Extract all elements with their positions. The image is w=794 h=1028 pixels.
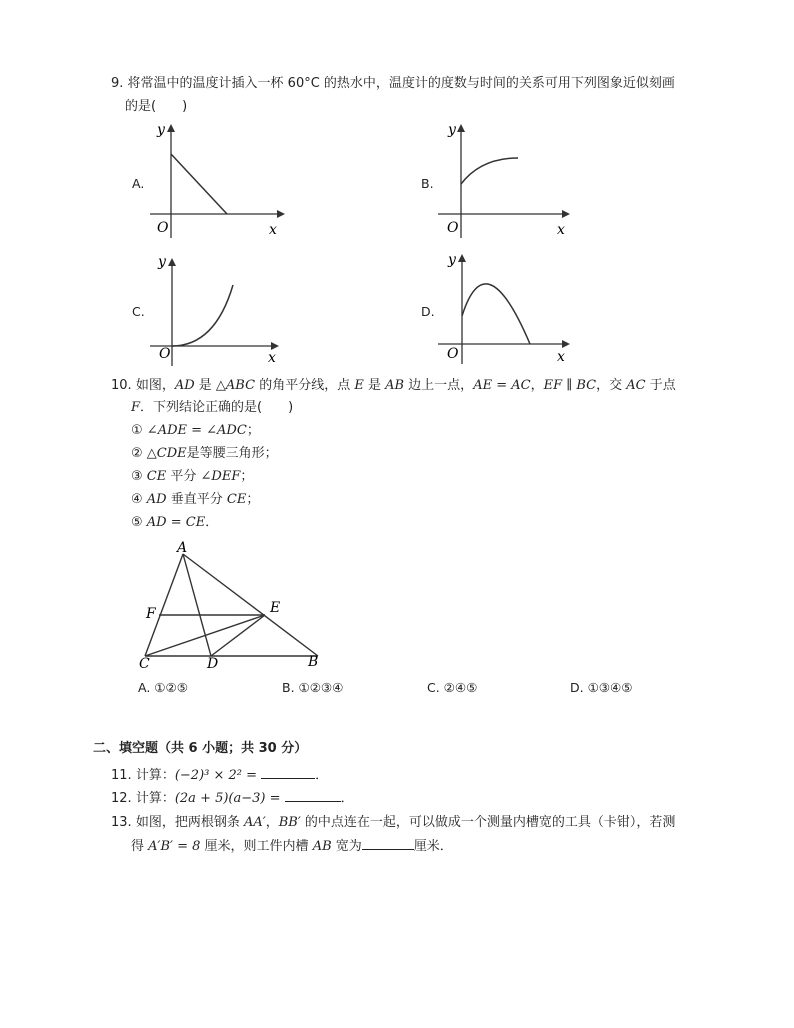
q10-label-e: E xyxy=(270,600,281,616)
q9-graph-c-origin: O xyxy=(159,346,171,362)
q10-text: ， xyxy=(530,378,544,393)
q9-graph-a-curve xyxy=(171,154,227,214)
q11-number: 11. xyxy=(111,768,132,783)
q12-expression: (2a + 5)(a−3) = xyxy=(174,791,281,806)
statement-math: CE xyxy=(226,492,247,507)
q13-math: A′B′ = 8 xyxy=(148,839,201,854)
q10-math: AE = AC xyxy=(473,378,531,393)
statement-mark: ① xyxy=(131,423,143,438)
q9-graph-b-y-label: y xyxy=(448,122,456,138)
q11-answer-blank[interactable] xyxy=(261,766,315,779)
q9-graph-a-x-label: x xyxy=(269,222,277,238)
q11-end: ． xyxy=(315,768,329,783)
statement-mark: ② xyxy=(131,446,143,461)
statement-math: AD xyxy=(146,492,167,507)
q10-math: EF ∥ BC xyxy=(543,378,597,393)
q13-text: 厘米，则工件内槽 xyxy=(200,839,313,854)
statement-mark: ③ xyxy=(131,469,143,484)
q13-line1 xyxy=(111,814,675,832)
q12-answer-blank[interactable] xyxy=(285,789,341,802)
q10-label-b: B xyxy=(308,654,319,670)
q10-option-a[interactable]: A. ①②⑤ xyxy=(138,680,188,695)
q10-option-b[interactable]: B. ①②③④ xyxy=(282,680,344,695)
q10-text: 于点 xyxy=(645,378,676,393)
q10-math: E xyxy=(354,378,364,393)
q13-math: BB′ xyxy=(278,815,301,830)
q9-graph-a[interactable] xyxy=(145,120,285,240)
q10-label-c: C xyxy=(139,656,150,672)
q13-line2 xyxy=(131,837,453,856)
q9-number: 9. xyxy=(111,76,124,91)
q13-text: 得 xyxy=(131,839,149,854)
statement-math: ∠ADE = ∠ADC xyxy=(146,423,247,438)
q10-text: 边上一点， xyxy=(404,378,474,393)
q9-graph-c-curve xyxy=(172,285,233,346)
statement-text: ； xyxy=(246,492,260,507)
statement-text: ； xyxy=(246,423,260,438)
q13-answer-blank[interactable] xyxy=(362,837,414,850)
q13-number: 13. xyxy=(111,815,132,830)
q13-text: 宽为 xyxy=(331,839,362,854)
statement-math: △CDE xyxy=(146,446,187,461)
q10-option-c[interactable]: C. ②④⑤ xyxy=(427,680,478,695)
q9-graph-b-x-label: x xyxy=(557,222,565,238)
statement-mark: ④ xyxy=(131,492,143,507)
statement-text: ． xyxy=(205,515,219,530)
q10-number: 10. xyxy=(111,378,132,393)
q9-graph-b[interactable] xyxy=(436,120,576,240)
q9-graph-b-origin: O xyxy=(447,220,459,236)
q10-text: 是 xyxy=(363,378,386,393)
q10-label-d: D xyxy=(207,656,219,672)
statement-text: 平分 xyxy=(170,469,201,484)
q10-statement-4 xyxy=(131,491,259,509)
q13-text: 如图，把两根钢条 xyxy=(135,815,244,830)
statement-math: AD = CE xyxy=(146,515,206,530)
q11-label: 计算： xyxy=(135,768,175,783)
q9-line2: 的是( ) xyxy=(125,99,188,114)
q10-statement-3 xyxy=(131,468,253,486)
q10-math: △ABC xyxy=(215,378,256,393)
q10-statement-5 xyxy=(131,514,218,532)
q10-text: 是 xyxy=(194,378,216,393)
q9-graph-d-y-label: y xyxy=(448,252,456,268)
q10-line2 xyxy=(131,399,293,417)
q9-graph-c-x-label: x xyxy=(268,350,276,366)
q9-graph-d-x-label: x xyxy=(557,349,565,365)
q9-graph-d-origin: O xyxy=(447,346,459,362)
q9-graph-d-curve xyxy=(462,284,530,344)
q9-graph-d[interactable] xyxy=(436,250,576,365)
q10-math: F xyxy=(131,400,141,415)
q13-math: AB xyxy=(312,839,332,854)
q10-text: 的角平分线，点 xyxy=(255,378,355,393)
q9-graph-c-y-label: y xyxy=(158,254,166,270)
q12-label: 计算： xyxy=(135,791,175,806)
q12-number: 12. xyxy=(111,791,132,806)
statement-text: 垂直平分 xyxy=(170,492,227,507)
statement-mark: ⑤ xyxy=(131,515,143,530)
q10-label-f: F xyxy=(146,606,156,622)
q10-text: ．下列结论正确的是( ) xyxy=(140,400,294,415)
q10-option-d[interactable]: D. ①③④⑤ xyxy=(570,680,633,695)
q10-statement-2 xyxy=(131,445,278,463)
q9-option-b-label[interactable]: B. xyxy=(421,176,434,191)
q10-text: 如图， xyxy=(135,378,175,393)
q9-option-c-label[interactable]: C. xyxy=(132,304,145,319)
q10-math: AB xyxy=(385,378,405,393)
q12-end: ． xyxy=(340,791,354,806)
q9-graph-b-curve xyxy=(461,158,518,184)
q13-text: ， xyxy=(265,815,279,830)
q9-stem: 将常温中的温度计插入一杯 60°C 的热水中，温度计的度数与时间的关系可用下列图象近似刻画 xyxy=(127,76,675,91)
q9-line1 xyxy=(111,75,675,93)
q11-expression: (−2)³ × 2² = xyxy=(174,768,258,783)
q11-line xyxy=(111,766,328,785)
q10-line1 xyxy=(111,377,676,395)
q10-statement-1 xyxy=(131,422,260,440)
section-2-title: 二、填空题（共 6 小题；共 30 分） xyxy=(93,741,308,756)
q9-option-d-label[interactable]: D. xyxy=(421,304,435,319)
statement-math: CE xyxy=(146,469,167,484)
statement-text: 是等腰三角形； xyxy=(186,446,278,461)
statement-text: ； xyxy=(240,469,254,484)
q13-math: AA′ xyxy=(243,815,266,830)
q9-graph-c[interactable] xyxy=(145,252,285,367)
q13-text: 的中点连在一起，可以做成一个测量内槽宽的工具（卡钳），若测 xyxy=(300,815,676,830)
q9-graph-a-y-label: y xyxy=(157,122,165,138)
q9-option-a-label[interactable]: A. xyxy=(132,176,145,191)
q10-math: AD xyxy=(174,378,195,393)
q10-math: AC xyxy=(626,378,646,393)
q10-text: ，交 xyxy=(596,378,627,393)
q10-label-a: A xyxy=(177,540,188,556)
q10-triangle-figure xyxy=(135,537,335,672)
q9-graph-a-origin: O xyxy=(157,220,169,236)
statement-math: ∠DEF xyxy=(200,469,241,484)
q12-line xyxy=(111,789,354,808)
q13-text: 厘米． xyxy=(413,839,453,854)
